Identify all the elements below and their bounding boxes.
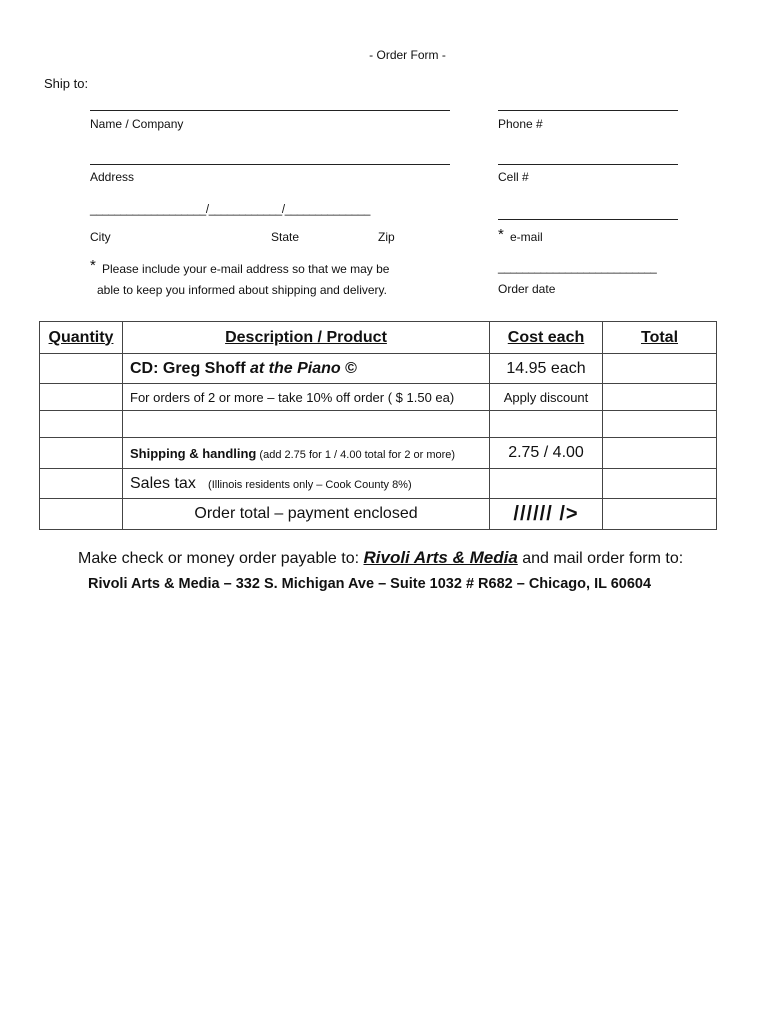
quantity-header: Quantity (40, 322, 123, 354)
cd-copyright: © (340, 359, 357, 377)
order-total-slashes: ////// /> (490, 499, 603, 530)
shipping-label: Shipping & handling (130, 445, 257, 461)
order-date-label: Order date (498, 282, 556, 296)
payable-line (78, 548, 683, 568)
city-state-zip-field[interactable]: ___________________/____________/______________ (90, 204, 371, 216)
tax-quantity-cell (40, 469, 123, 499)
shipping-quantity-cell (40, 438, 123, 469)
email-field[interactable] (498, 219, 678, 220)
address-label: Address (90, 170, 135, 184)
email-asterisk: * (498, 226, 504, 243)
empty-cost-cell (490, 411, 603, 438)
discount-quantity-cell (40, 384, 123, 411)
phone-field[interactable] (498, 110, 678, 111)
order-total-quantity-cell (40, 499, 123, 530)
tax-cost-cell (490, 469, 603, 499)
sales-tax-label: Sales tax (130, 474, 196, 492)
name-company-label: Name / Company (90, 117, 184, 131)
description-header: Description / Product (123, 322, 490, 354)
sales-tax-note: (Illinois residents only – Cook County 8%) (195, 478, 412, 491)
cd-total-cell[interactable] (603, 354, 717, 384)
discount-description-cell: For orders of 2 or more – take 10% off order ( $ 1.50 ea) (123, 384, 490, 411)
email-label: e-mail (510, 230, 543, 244)
cd-description-cell (123, 354, 490, 384)
empty-description-cell (123, 411, 490, 438)
email-note-line1: Please include your e-mail address so that we may be (102, 262, 390, 276)
shipping-description-cell (123, 438, 490, 469)
payable-name: Rivoli Arts & Media (363, 548, 518, 567)
table-row-empty (40, 411, 717, 438)
address-field[interactable] (90, 164, 450, 165)
ship-to-label: Ship to: (44, 76, 89, 91)
cd-cost-cell: 14.95 each (490, 354, 603, 384)
cd-quantity-cell[interactable] (40, 354, 123, 384)
zip-label: Zip (378, 230, 395, 244)
city-label: City (90, 230, 111, 244)
cd-title-italic: at the Piano (250, 359, 341, 377)
order-date-field[interactable]: __________________________ (498, 262, 657, 274)
table-row-discount (40, 384, 717, 411)
empty-quantity-cell (40, 411, 123, 438)
order-total-cell[interactable] (603, 499, 717, 530)
cd-title-prefix: CD: Greg Shoff (130, 359, 250, 377)
payable-suffix: and mail order form to: (517, 550, 684, 567)
cell-label: Cell # (498, 170, 529, 184)
order-table (39, 321, 717, 530)
cell-field[interactable] (498, 164, 678, 165)
email-note-line2: able to keep you informed about shipping and delivery. (97, 283, 387, 297)
table-row-shipping (40, 438, 717, 469)
mailing-address: Rivoli Arts & Media – 332 S. Michigan Ave – Suite 1032 # R682 – Chicago, IL 60604 (88, 576, 652, 592)
order-total-label: Order total – payment enclosed (123, 499, 490, 530)
payable-prefix: Make check or money order payable to: (78, 550, 364, 567)
shipping-total-cell[interactable] (603, 438, 717, 469)
state-label: State (271, 230, 300, 244)
table-row-order-total (40, 499, 717, 530)
shipping-cost-cell: 2.75 / 4.00 (490, 438, 603, 469)
table-header-row (40, 322, 717, 354)
total-header: Total (603, 322, 717, 354)
tax-description-cell (123, 469, 490, 499)
cost-each-header: Cost each (490, 322, 603, 354)
table-row-sales-tax (40, 469, 717, 499)
discount-total-cell[interactable] (603, 384, 717, 411)
phone-label: Phone # (498, 117, 543, 131)
tax-total-cell[interactable] (603, 469, 717, 499)
discount-cost-cell: Apply discount (490, 384, 603, 411)
shipping-note: (add 2.75 for 1 / 4.00 total for 2 or more) (256, 448, 456, 461)
empty-total-cell (603, 411, 717, 438)
form-title: - Order Form - (369, 48, 446, 62)
name-company-field[interactable] (90, 110, 450, 111)
table-row-cd (40, 354, 717, 384)
note-asterisk: * (90, 257, 96, 274)
